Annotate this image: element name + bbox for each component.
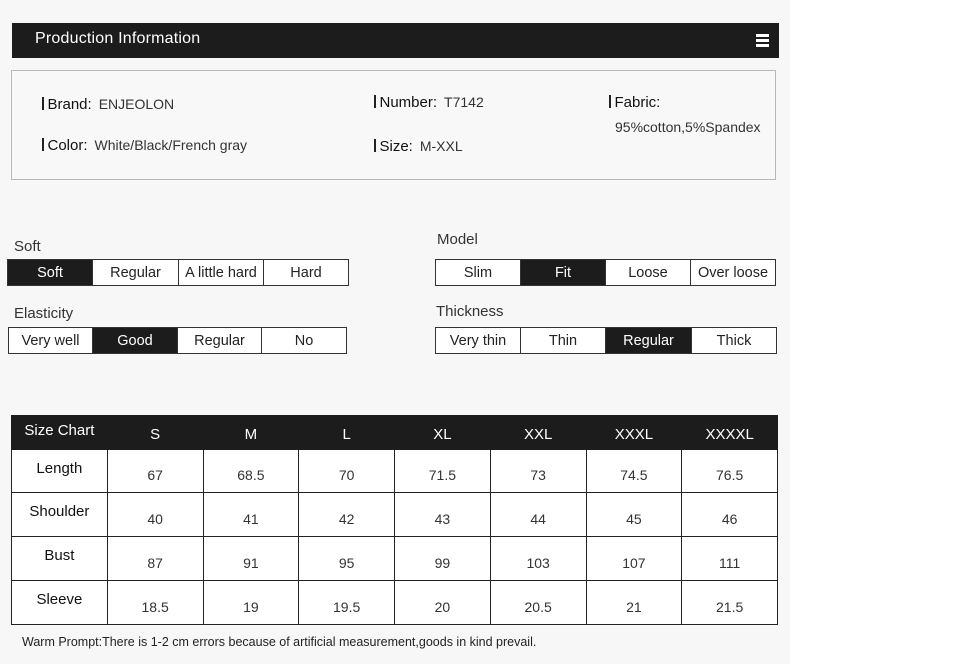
table-cell: 42 (299, 493, 395, 537)
brand-field (42, 96, 174, 113)
table-cell: 19.5 (299, 581, 395, 625)
table-cell: 44 (490, 493, 586, 537)
table-cell: 18.5 (107, 581, 203, 625)
size-chart-table (11, 415, 778, 625)
fabric-value-line (615, 119, 761, 135)
size-column-header: XL (395, 416, 491, 450)
divider-bar (374, 95, 376, 108)
thickness-option-very-thin[interactable]: Very thin (436, 328, 521, 353)
table-row (12, 450, 778, 493)
table-cell: 21 (586, 581, 682, 625)
table-cell: 19 (203, 581, 299, 625)
brand-value: ENJEOLON (98, 96, 175, 112)
hamburger-menu-icon[interactable] (756, 34, 769, 47)
table-cell: 111 (682, 537, 778, 581)
table-cell: 67 (107, 450, 203, 493)
number-field (374, 94, 484, 111)
model-option-slim[interactable]: Slim (436, 260, 521, 285)
table-cell: 20 (395, 581, 491, 625)
table-cell: 21.5 (682, 581, 778, 625)
elasticity-title: Elasticity (14, 305, 74, 322)
number-label: Number: (379, 94, 438, 111)
fabric-label: Fabric: (614, 94, 661, 111)
color-label: Color: (47, 137, 88, 154)
table-row (12, 493, 778, 537)
row-label: Bust (12, 537, 108, 581)
thickness-option-thin[interactable]: Thin (521, 328, 606, 353)
size-column-header: XXXL (586, 416, 682, 450)
model-option-loose[interactable]: Loose (606, 260, 691, 285)
thickness-title: Thickness (436, 303, 504, 320)
fabric-field (609, 94, 660, 111)
model-option-over-loose[interactable]: Over loose (697, 264, 769, 281)
table-cell: 87 (107, 537, 203, 581)
elasticity-options (8, 327, 347, 354)
thickness-option-thick[interactable]: Thick (716, 332, 752, 349)
model-title: Model (437, 231, 478, 248)
divider-bar (42, 97, 44, 110)
size-column-header: XXL (490, 416, 586, 450)
soft-options (7, 259, 349, 286)
table-cell: 20.5 (490, 581, 586, 625)
table-cell: 40 (107, 493, 203, 537)
thickness-options (435, 327, 777, 354)
size-chart-title: Size Chart (12, 416, 108, 450)
soft-option-regular[interactable]: Regular (93, 260, 179, 285)
product-info-box (11, 70, 776, 180)
size-field (374, 138, 463, 155)
elasticity-option-regular[interactable]: Regular (178, 328, 262, 353)
table-cell: 71.5 (395, 450, 491, 493)
size-value: M-XXL (419, 138, 463, 154)
soft-title: Soft (14, 238, 41, 255)
soft-option-soft[interactable]: Soft (8, 260, 93, 285)
size-column-header: XXXXL (682, 416, 778, 450)
table-cell: 70 (299, 450, 395, 493)
table-cell: 76.5 (682, 450, 778, 493)
section-title: Production Information (35, 30, 201, 47)
divider-bar (374, 139, 376, 152)
table-cell: 45 (586, 493, 682, 537)
table-cell: 95 (299, 537, 395, 581)
table-row (12, 537, 778, 581)
number-value: T7142 (444, 94, 484, 110)
fabric-value: 95%cotton,5%Spandex (615, 119, 761, 135)
table-cell: 99 (395, 537, 491, 581)
brand-label: Brand: (47, 96, 92, 113)
row-label: Length (12, 450, 108, 493)
color-field (42, 137, 247, 154)
size-chart-header-row (12, 416, 778, 450)
table-cell: 43 (395, 493, 491, 537)
table-cell: 41 (203, 493, 299, 537)
soft-option-a-little-hard[interactable]: A little hard (179, 260, 264, 285)
table-cell: 91 (203, 537, 299, 581)
divider-bar (42, 138, 44, 151)
table-cell: 103 (490, 537, 586, 581)
soft-option-hard[interactable]: Hard (290, 264, 322, 281)
table-row (12, 581, 778, 625)
table-cell: 74.5 (586, 450, 682, 493)
model-options (435, 259, 776, 286)
size-label: Size: (379, 138, 413, 155)
elasticity-option-very-well[interactable]: Very well (9, 328, 93, 353)
table-cell: 107 (586, 537, 682, 581)
color-value: White/Black/French gray (94, 137, 248, 153)
warm-prompt-note: Warm Prompt:There is 1-2 cm errors because of artificial measurement,goods in kind prevail. (22, 635, 537, 649)
model-option-fit[interactable]: Fit (521, 260, 606, 285)
section-header (12, 23, 779, 58)
elasticity-option-no[interactable]: No (294, 332, 314, 349)
size-column-header: S (107, 416, 203, 450)
divider-bar (609, 95, 611, 108)
thickness-option-regular[interactable]: Regular (606, 328, 692, 353)
table-cell: 46 (682, 493, 778, 537)
elasticity-option-good[interactable]: Good (93, 328, 178, 353)
size-column-header: L (299, 416, 395, 450)
table-cell: 68.5 (203, 450, 299, 493)
table-cell: 73 (490, 450, 586, 493)
size-column-header: M (203, 416, 299, 450)
row-label: Shoulder (12, 493, 108, 537)
row-label: Sleeve (12, 581, 108, 625)
